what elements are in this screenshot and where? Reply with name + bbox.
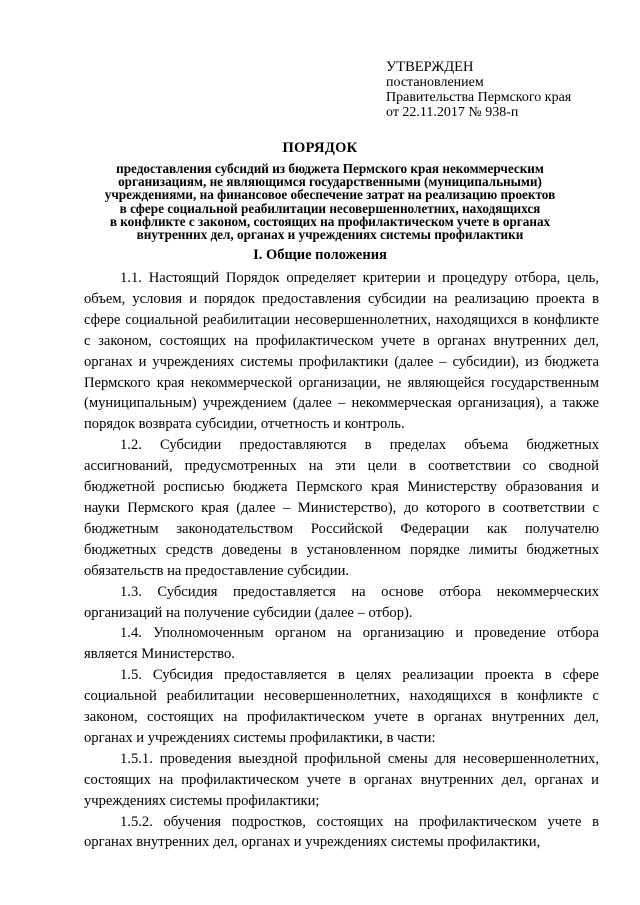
section-title: I. Общие положения	[253, 247, 387, 263]
subtitle-line: учреждениями, на финансовое обеспечение затрат на реализацию проектов	[104, 187, 556, 203]
paragraph-1-5-2: 1.5.2. обучения подростков, состоящих на профилактическом учете в органах внутренних дел, органах и учреждениях системы профилактики,	[84, 813, 599, 851]
approval-line-3: от 22.11.2017 № 938-п	[386, 105, 519, 120]
paragraph-1-4: 1.4. Уполномоченным органом на организацию и проведение отбора является Министерство.	[84, 625, 599, 663]
approval-stamp	[386, 60, 626, 120]
document-title: ПОРЯДОК	[282, 140, 358, 156]
document-subtitle	[70, 162, 590, 241]
paragraph-1-2: 1.2. Субсидии предоставляются в пределах объема бюджетных ассигнований, предусмотренных на эти цели в соответствии со сводной бюджетной росписью бюджета Пермского края Министерству образования и науки Пермского края (далее – Министерство), до которого в соответствии с бюджетным законодательством Российской Федерации как получателю бюджетных средств доведены в установленном порядке лимиты бюджетных обязательств на предоставление субсидии.	[84, 437, 599, 579]
approval-line-1: постановлением	[386, 75, 484, 90]
subtitle-line: внутренних дел, органах и учреждениях системы профилактики	[136, 227, 524, 243]
approval-line-2: Правительства Пермского края	[386, 90, 572, 105]
subtitle-line: организациям, не являющимся государственными (муниципальными)	[118, 174, 542, 190]
subtitle-line: в сфере социальной реабилитации несовершеннолетних, находящихся	[119, 200, 541, 216]
subtitle-line: предоставления субсидий из бюджета Пермского края некоммерческим	[116, 161, 544, 176]
paragraph-1-5: 1.5. Субсидия предоставляется в целях реализации проекта в сфере социальной реабилитации несовершеннолетних, находящихся в конфликте с законом, состоящих на профилактическом учете в органах внутренних дел, органах и учреждениях системы профилактики, в части:	[84, 667, 599, 746]
paragraph-1-5-1: 1.5.1. проведения выездной профильной смены для несовершеннолетних, состоящих на профилактическом учете в органах внутренних дел, органах и учреждениях системы профилактики;	[84, 750, 599, 809]
document-body	[84, 268, 599, 853]
paragraph-1-3: 1.3. Субсидия предоставляется на основе отбора некоммерческих организаций на получение субсидии (далее – отбор).	[84, 583, 599, 621]
subtitle-line: в конфликте с законом, состоящих на профилактическом учете в органах	[109, 213, 551, 229]
paragraph-1-1: 1.1. Настоящий Порядок определяет критерии и процедуру отбора, цель, объем, условия и порядок предоставления субсидии на реализацию проекта в сфере социальной реабилитации несовершеннолетних, находящихся в конфликте с законом, состоящих на профилактическом учете в органах внутренних дел, органах и учреждениях системы профилактики (далее – субсидии), из бюджета Пермского края некоммерческой организации, не являющейся государственным (муниципальным) учреждением (далее – некоммерческая организация), а также порядок возврата субсидии, отчетность и контроль.	[84, 270, 599, 433]
approval-heading: УТВЕРЖДЕН	[386, 59, 474, 75]
